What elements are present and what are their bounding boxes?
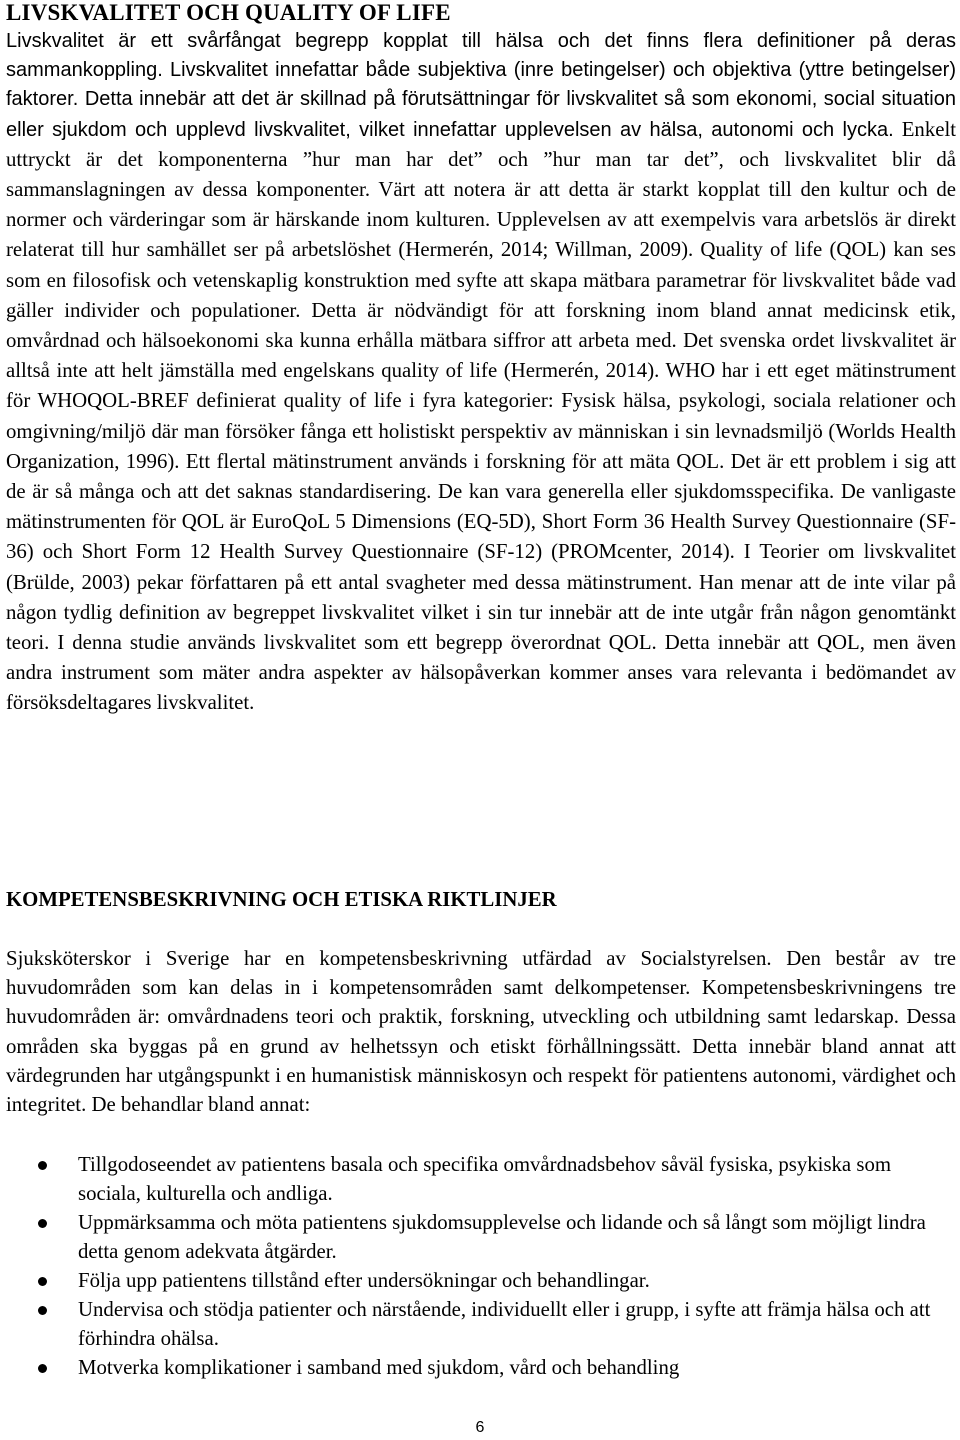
- paragraph-kompetensbeskrivning: Sjuksköterskor i Sverige har en kompetensbeskrivning utfärdad av Socialstyrelsen. Den består av tre huvudområden som kan delas in i kompetensområden samt delkompetenser. Kompetensbeskrivningens tre huvudområden är: omvårdnadens teori och praktik, forskning, utveckling och utbildning samt ledarskap. Dessa områden ska byggas på en grund av helhetssyn och etiskt förhållningssätt. Detta innebär bland annat att värdegrunden har utgångspunkt i en humanistisk människosyn och respekt för patientens autonomi, värdighet och integritet. De behandlar bland annat:: [6, 947, 956, 1117]
- list-item: [6, 1150, 956, 1208]
- list-item-text: Uppmärksamma och möta patientens sjukdomsupplevelse och lidande och så långt som möjligt lindra detta genom adekvata åtgärder.: [78, 1211, 926, 1263]
- bullet-icon: [38, 1277, 47, 1286]
- section-heading-livskvalitet: LIVSKVALITET OCH QUALITY OF LIFE: [6, 0, 451, 25]
- list-item: [6, 1266, 956, 1295]
- list-item-text: Motverka komplikationer i samband med sjukdom, vård och behandling: [78, 1356, 680, 1379]
- list-item-text: Följa upp patientens tillstånd efter undersökningar och behandlingar.: [78, 1269, 650, 1292]
- list-item: [6, 1353, 956, 1382]
- list-item-text: Undervisa och stödja patienter och närstående, individuellt eller i grupp, i syfte att främja hälsa och att förhindra ohälsa.: [78, 1298, 931, 1350]
- paragraph-lead-text: Livskvalitet är ett svårfångat begrepp kopplat till hälsa och det finns flera definitioner på deras sammankoppling. Livskvalitet innefattar både subjektiva (inre betingelser) och objektiva (yttre betingelser) faktorer. Detta innebär att det är skillnad på förutsättningar för livskvalitet så som ekonomi, social situation eller sjukdom och upplevd livskvalitet, vilket innefattar upplevelsen av hälsa, autonomi och lycka.: [6, 30, 956, 141]
- paragraph-body-text: Enkelt uttryckt är det komponenterna ”hur man har det” och ”hur man tar det”, och livskvalitet blir då sammanslagningen av dessa komponenter. Värt att notera är att detta är starkt kopplat till den kultur och de normer och värderingar som är härskande inom kulturen. Upplevelsen av att exempelvis vara arbetslös är direkt relaterat till hur samhället ser på arbetslöshet (Hermerén, 2014; Willman, 2009). Quality of life (QOL) kan ses som en filosofisk och vetenskaplig konstruktion med syfte att skapa mätbara parametrar för livskvalitet både vad gäller individer och populationer. Detta är nödvändigt för att forskning inom bland annat medicinsk etik, omvårdnad och hälsoekonomi ska kunna erhålla mätbara siffror att arbeta med. Det svenska ordet livskvalitet är alltså inte att helt jämställa med engelskans quality of life (Hermerén, 2014). WHO har i ett eget mätinstrument för WHOQOL-BREF definierat quality of life i fyra kategorier: Fysisk hälsa, psykologi, sociala relationer och omgivning/miljö där man försöker fånga ett holistiskt perspektiv av människan i sin levnadsmiljö (Worlds Health Organization, 1996). Ett flertal mätinstrument används i forskning för att mäta QOL. Det är ett problem i sig att de är så många och att det saknas standardisering. De kan vara generella eller sjukdomsspecifika. De vanligaste mätinstrumenten för QOL är EuroQoL 5 Dimensions (EQ-5D), Short Form 36 Health Survey Questionnaire (SF-36) och Short Form 12 Health Survey Questionnaire (SF-12) (PROMcenter, 2014). I Teorier om livskvalitet (Brülde, 2003) pekar författaren på ett antal svagheter med dessa mätinstrument. Han menar att de inte vilar på någon tydlig definition av begreppet livskvalitet vilket i sin tur innebär att de inte utgår från någon genomtänkt teori. I denna studie används livskvalitet som ett begrepp överordnat QOL. Detta innebär att QOL, men även andra instrument som mäter andra aspekter av hälsopåverkan kommer anses vara relevanta i bedömandet av försöksdeltagares livskvalitet.: [6, 117, 956, 715]
- bullet-icon: [38, 1219, 47, 1228]
- list-item-text: Tillgodoseendet av patientens basala och specifika omvårdnadsbehov såväl fysiska, psykiska som sociala, kulturella och andliga.: [78, 1153, 892, 1205]
- list-item: [6, 1295, 956, 1353]
- bullet-icon: [38, 1161, 47, 1170]
- paragraph-livskvalitet: [6, 27, 956, 719]
- bullet-icon: [38, 1364, 47, 1373]
- page-number: 6: [475, 1419, 485, 1436]
- bullet-icon: [38, 1306, 47, 1315]
- section-heading-kompetensbeskrivning: KOMPETENSBESKRIVNING OCH ETISKA RIKTLINJER: [6, 888, 557, 911]
- bullet-list: [6, 1150, 956, 1382]
- list-item: [6, 1208, 956, 1266]
